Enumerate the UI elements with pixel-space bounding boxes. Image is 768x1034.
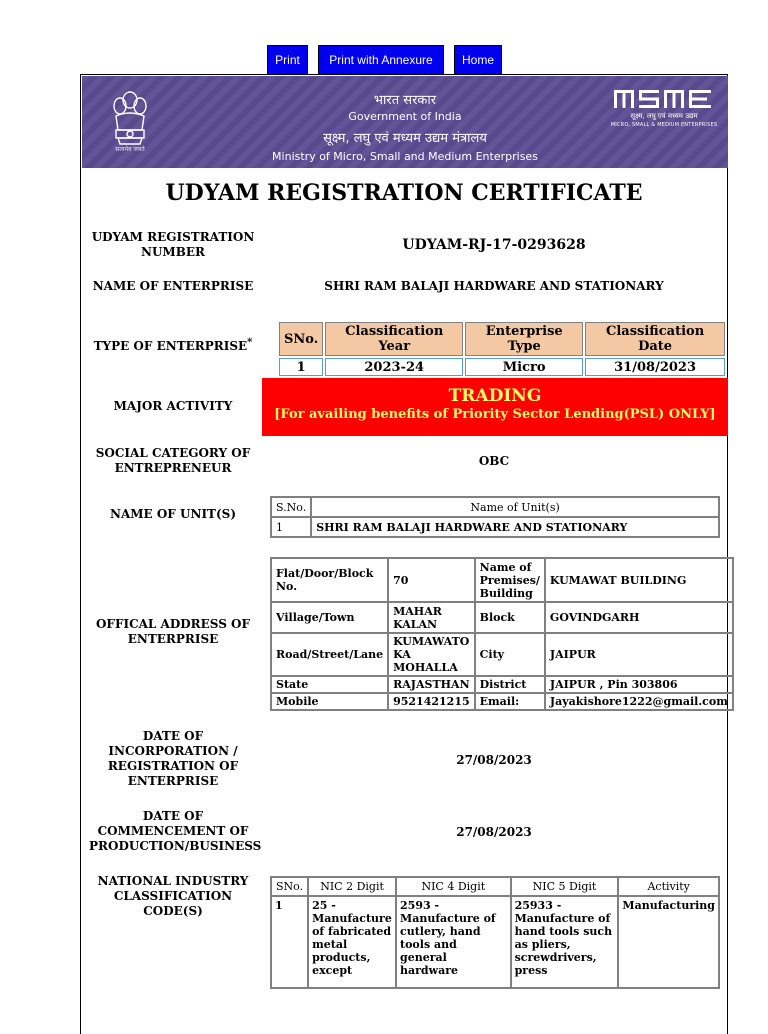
unit-name: SHRI RAM BALAJI HARDWARE AND STATIONARY	[311, 517, 719, 537]
nic-header: NIC 2 Digit	[308, 877, 396, 896]
label-registration-number: UDYAM REGISTRATION NUMBER	[91, 230, 255, 259]
banner-hindi-government: भारत सरकार	[373, 93, 437, 108]
classification-sno: 1	[279, 358, 323, 376]
table-row	[279, 358, 725, 376]
address-key: Village/Town	[271, 602, 388, 633]
major-activity-note: [For availing benefits of Priority Sector Lending(PSL) ONLY]	[274, 407, 716, 422]
nic-2-digit: 25 - Manufacture of fabricated metal products, except	[308, 896, 396, 988]
enterprise-type: Micro	[465, 358, 583, 376]
registration-number: UDYAM-RJ-17-0293628	[402, 237, 586, 253]
address-key: City	[475, 633, 545, 676]
nic-header: Activity	[618, 877, 719, 896]
label-official-address: OFFICAL ADDRESS OF ENTERPRISE	[95, 617, 251, 646]
enterprise-name: SHRI RAM BALAJI HARDWARE AND STATIONARY	[324, 279, 664, 293]
address-value: JAIPUR , Pin 303806	[545, 676, 733, 693]
label-enterprise-type-text: TYPE OF ENTERPRISE	[93, 339, 248, 353]
address-table	[270, 557, 734, 711]
units-header: Name of Unit(s)	[311, 497, 719, 517]
address-value: 70	[388, 558, 475, 602]
banner-hindi-ministry: सूक्ष्म, लघु एवं मध्यम उद्यम मंत्रालय	[323, 131, 487, 146]
address-value: KUMAWAT BUILDING	[545, 558, 733, 602]
address-key: Flat/Door/Block No.	[271, 558, 388, 602]
toolbar	[0, 45, 768, 75]
table-row	[271, 558, 733, 602]
classification-date: 31/08/2023	[585, 358, 725, 376]
units-table	[270, 496, 720, 538]
classification-header: SNo.	[279, 322, 323, 356]
address-value: JAIPUR	[545, 633, 733, 676]
msme-logo-icon	[614, 88, 714, 110]
classification-header: Enterprise Type	[465, 322, 583, 356]
table-row	[271, 896, 719, 988]
address-value: Jayakishore1222@gmail.com	[545, 693, 733, 710]
nic-header: NIC 5 Digit	[511, 877, 619, 896]
label-social-category: SOCIAL CATEGORY OF ENTREPRENEUR	[95, 446, 251, 475]
label-major-activity: MAJOR ACTIVITY	[113, 399, 233, 413]
classification-year: 2023-24	[325, 358, 463, 376]
address-key: Mobile	[271, 693, 388, 710]
address-value: MAHAR KALAN	[388, 602, 475, 633]
classification-table	[277, 320, 727, 378]
msme-english-tagline: MICRO, SMALL & MEDIUM ENTERPRISES	[610, 122, 718, 128]
address-key: Block	[475, 602, 545, 633]
label-incorporation-date: DATE OF INCORPORATION / REGISTRATION OF ENTERPRISE	[107, 729, 239, 788]
table-row	[271, 497, 719, 517]
label-commencement-date: DATE OF COMMENCEMENT OF PRODUCTION/BUSINESS	[89, 809, 262, 853]
nic-activity: Manufacturing	[618, 896, 719, 988]
address-key: District	[475, 676, 545, 693]
address-key: State	[271, 676, 388, 693]
commencement-date: 27/08/2023	[456, 825, 532, 839]
classification-header: Classification Year	[325, 322, 463, 356]
label-enterprise-type	[89, 335, 257, 354]
address-value: 9521421215	[388, 693, 475, 710]
government-banner	[82, 76, 728, 168]
nic-header: SNo.	[271, 877, 308, 896]
certificate-title: UDYAM REGISTRATION CERTIFICATE	[165, 180, 643, 206]
label-unit-names: NAME OF UNIT(S)	[109, 507, 237, 521]
incorporation-date: 27/08/2023	[456, 753, 532, 767]
msme-hindi-tagline: सूक्ष्म, लघु एवं मध्यम उद्यम	[630, 112, 698, 120]
print-button[interactable]: Print	[267, 45, 308, 75]
table-row	[271, 633, 733, 676]
address-key: Email:	[475, 693, 545, 710]
address-value: RAJASTHAN	[388, 676, 475, 693]
address-value: KUMAWATO KA MOHALLA	[388, 633, 475, 676]
label-nic-code: NATIONAL INDUSTRY CLASSIFICATION CODE(S)	[97, 874, 249, 918]
banner-ministry: Ministry of Micro, Small and Medium Enterprises	[272, 150, 538, 163]
social-category: OBC	[478, 454, 510, 468]
table-row	[271, 693, 733, 710]
units-header: S.No.	[271, 497, 311, 517]
table-row	[271, 676, 733, 693]
address-key: Name of Premises/ Building	[475, 558, 545, 602]
emblem-caption: सत्यमेव जयते	[115, 146, 145, 153]
table-row	[271, 517, 719, 537]
major-activity: TRADING	[448, 386, 542, 406]
print-with-annexure-button[interactable]: Print with Annexure	[318, 45, 444, 75]
address-key: Road/Street/Lane	[271, 633, 388, 676]
unit-sno: 1	[271, 517, 311, 537]
banner-government-of-india: Government of India	[348, 110, 462, 123]
home-button[interactable]: Home	[454, 45, 502, 75]
nic-4-digit: 2593 - Manufacture of cutlery, hand tools and general hardware	[396, 896, 511, 988]
nic-table	[270, 876, 720, 989]
nic-5-digit: 25933 - Manufacture of hand tools such as pliers, screwdrivers, press	[511, 896, 619, 988]
certificate	[80, 74, 728, 1034]
nic-header: NIC 4 Digit	[396, 877, 511, 896]
asterisk-mark: *	[247, 337, 253, 348]
major-activity-box	[262, 378, 728, 436]
table-row	[271, 602, 733, 633]
classification-header: Classification Date	[585, 322, 725, 356]
nic-sno: 1	[271, 896, 308, 988]
label-enterprise-name: NAME OF ENTERPRISE	[92, 279, 254, 293]
address-value: GOVINDGARH	[545, 602, 733, 633]
